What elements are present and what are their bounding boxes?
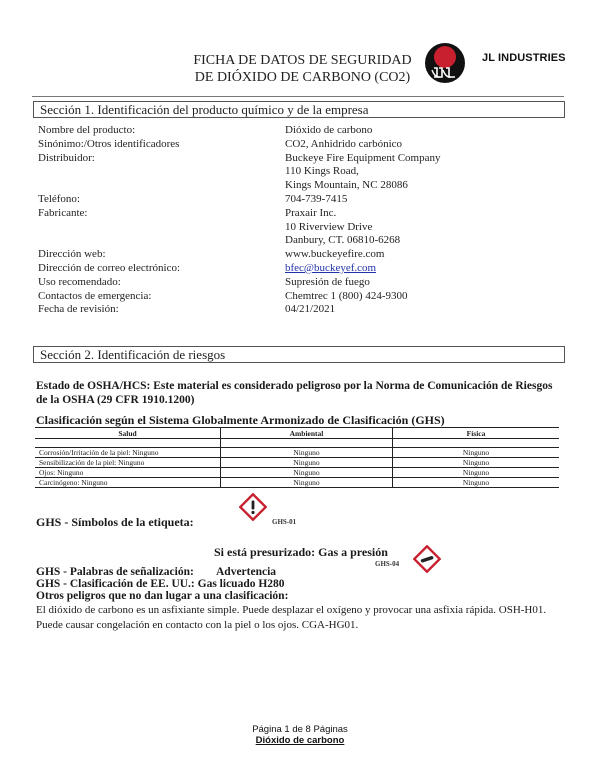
- table-row: [35, 478, 559, 488]
- ghs-symbols-label: GHS - Símbolos de la etiqueta:: [36, 515, 194, 529]
- pictogram-code-ghs01: GHS-01: [272, 518, 297, 526]
- exclamation-mark-pictogram-icon: [239, 493, 267, 521]
- section-1-header: Sección 1. Identificación del producto químico y de la empresa: [33, 101, 565, 118]
- value-website: www.buckeyefire.com: [285, 248, 385, 261]
- ghs-classification-table: [35, 427, 559, 488]
- other-hazards-title: Otros peligros que no dan lugar a una clasificación:: [36, 590, 289, 602]
- cell-environmental: Ninguno: [221, 448, 393, 458]
- table-header-row: [35, 428, 559, 439]
- value-revision-date: 04/21/2021: [285, 303, 336, 316]
- label-website: Dirección web:: [38, 248, 106, 261]
- pictogram-code-ghs04: GHS-04: [375, 560, 400, 568]
- value-synonyms: CO2, Anhidrido carbónico: [285, 137, 403, 150]
- cell-physical: Ninguno: [393, 458, 560, 468]
- email-link[interactable]: bfec@buckeyef.com: [285, 262, 377, 274]
- table-row: [35, 468, 559, 478]
- cell-environmental: Ninguno: [221, 478, 393, 488]
- other-hazards-text: [36, 603, 576, 632]
- label-distributor: Distribuidor:: [38, 151, 95, 164]
- page-number: Página 1 de 8 Páginas: [252, 724, 348, 735]
- label-manufacturer: Fabricante:: [38, 206, 88, 219]
- brand-name: JL INDUSTRIES: [482, 52, 566, 64]
- label-email: Dirección de correo electrónico:: [38, 262, 181, 274]
- table-row-blank: [35, 439, 559, 448]
- label-revision-date: Fecha de revisión:: [38, 303, 119, 316]
- header-divider: [32, 96, 564, 97]
- cell-health: Sensibilización de la piel: Ninguno: [35, 458, 221, 468]
- cell-health: Corrosión/Irritación de la piel: Ninguno: [35, 448, 221, 458]
- other-hazards-line2: Puede causar congelación en contacto con la piel o los ojos. CGA-HG01.: [36, 618, 359, 631]
- table-row: [35, 448, 559, 458]
- jl-industries-logo-icon: [424, 42, 466, 84]
- section-2-header: Sección 2. Identificación de riesgos: [33, 346, 565, 363]
- label-synonyms: Sinónimo:/Otros identificadores: [38, 137, 180, 150]
- ghs-classification-title: Clasificación según el Sistema Globalmente Armonizado de Clasificación (GHS): [36, 413, 445, 427]
- value-manufacturer-name: Praxair Inc.: [285, 206, 337, 219]
- cell-physical: Ninguno: [393, 448, 560, 458]
- cell-environmental: Ninguno: [221, 458, 393, 468]
- label-product-name: Nombre del producto:: [38, 124, 136, 136]
- value-distributor-city: Kings Mountain, NC 28086: [285, 179, 408, 192]
- header-environmental: Ambiental: [221, 428, 393, 439]
- header-health: Salud: [35, 428, 221, 439]
- us-classification: GHS - Clasificación de EE. UU.: Gas licuado H280: [36, 578, 285, 590]
- header-physical: Física: [393, 428, 560, 439]
- cell-physical: Ninguno: [393, 478, 560, 488]
- value-manufacturer-street: 10 Riverview Drive: [285, 220, 373, 233]
- cell-health: Ojos: Ninguno: [35, 468, 221, 478]
- cell-physical: Ninguno: [393, 468, 560, 478]
- label-phone: Teléfono:: [38, 193, 80, 205]
- value-emergency-contacts: Chemtrec 1 (800) 424-9300: [285, 289, 408, 302]
- label-recommended-use: Uso recomendado:: [38, 275, 121, 288]
- value-manufacturer-city: Danbury, CT. 06810-6268: [285, 234, 401, 247]
- value-recommended-use: Supresión de fuego: [285, 275, 370, 288]
- footer-product-name: Dióxido de carbono: [255, 735, 345, 746]
- document-title: [180, 52, 425, 86]
- value-distributor-street: 110 Kings Road,: [285, 165, 359, 178]
- value-phone: 704-739-7415: [285, 193, 348, 205]
- value-distributor-name: Buckeye Fire Equipment Company: [285, 151, 441, 164]
- cell-environmental: Ninguno: [221, 468, 393, 478]
- document-title-line2: DE DIÓXIDO DE CARBONO (CO2): [194, 70, 411, 85]
- other-hazards-line1: El dióxido de carbono es un asfixiante simple. Puede desplazar el oxígeno y provocar una asfixia rápida. OSH-H01.: [36, 604, 547, 616]
- pressurized-note: Si está presurizado: Gas a presión: [214, 545, 388, 559]
- cell-health: Carcinógeno: Ninguno: [35, 478, 221, 488]
- signal-word-value: Advertencia: [216, 566, 277, 578]
- osha-status: Estado de OSHA/HCS: Este material es considerado peligroso por la Norma de Comunicación de Riesgos de la OSHA (29 CFR 1910.1200): [36, 380, 553, 406]
- table-row: [35, 458, 559, 468]
- value-product-name: Dióxido de carbono: [285, 124, 373, 136]
- signal-word-label: GHS - Palabras de señalización:: [36, 566, 194, 578]
- gas-cylinder-pictogram-icon: [413, 545, 441, 573]
- document-title-line1: FICHA DE DATOS DE SEGURIDAD: [193, 53, 412, 68]
- label-emergency-contacts: Contactos de emergencia:: [38, 289, 152, 302]
